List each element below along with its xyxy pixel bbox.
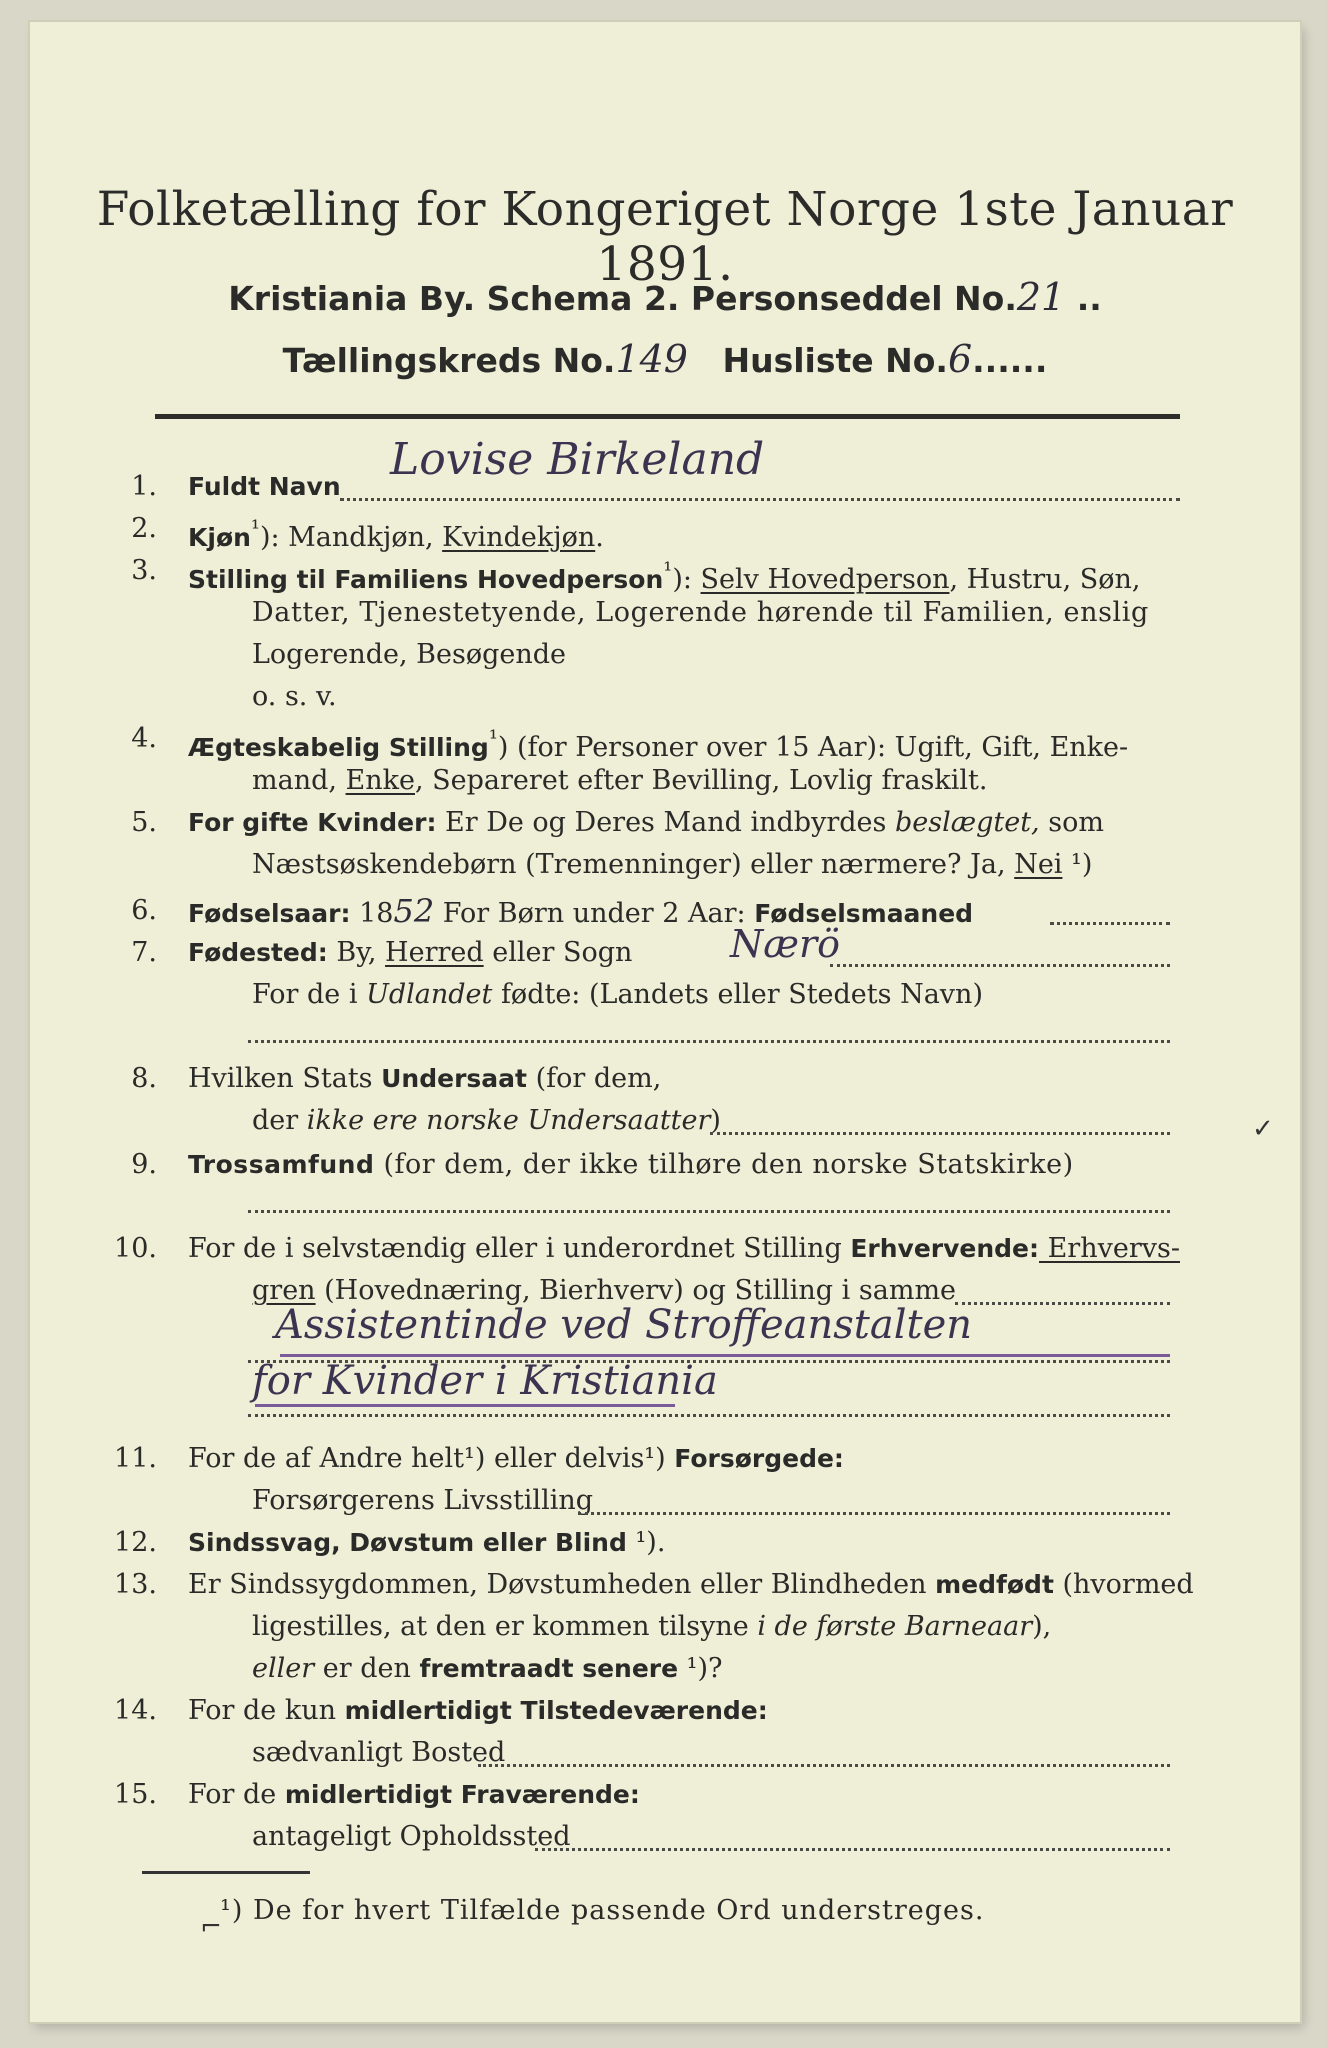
item-number: 11.: [114, 1443, 157, 1474]
taellingskreds-label: Tællingskreds No.: [282, 341, 616, 380]
item-number: 3.: [131, 555, 157, 586]
text: Logerende, Besøgende: [252, 639, 566, 670]
question-11-text: [188, 1442, 844, 1476]
text: Er De og Deres Mand indbyrdes: [436, 807, 895, 838]
header-line-1-text: Kristiania By. Schema 2. Personseddel No.: [228, 279, 1017, 318]
text: Er Sindssygdommen, Døvstumheden eller Blindheden: [188, 1569, 936, 1600]
birth-year-label: Fødselsaar:: [188, 899, 351, 928]
item-number: 5.: [131, 807, 157, 838]
text: eller: [252, 1653, 315, 1684]
answer-line: [248, 1210, 1170, 1213]
occupation-answer-line-1: Assistentinde ved Stroffeanstalten: [275, 1302, 973, 1348]
question-3-text: [188, 554, 1140, 597]
question-2-text: [188, 512, 604, 555]
item-number: 6.: [131, 895, 157, 926]
text: Datter, Tjenestetyende, Logerende hørende til Familien, enslig: [252, 597, 1149, 628]
text: ligestilles, at den er kommen tilsyne: [252, 1611, 758, 1642]
full-name-answer: Lovise Birkeland: [390, 434, 765, 485]
question-5-line-2-text: [252, 848, 1092, 882]
text: ikke ere norske Undersaatter: [306, 1105, 711, 1136]
congenital-label: medfødt: [935, 1570, 1054, 1599]
husliste-number: 6: [947, 337, 973, 381]
text: (for dem, der ikke tilhøre den norske Statskirke): [374, 1149, 1074, 1180]
text: ¹).: [626, 1527, 666, 1558]
text: beslægtet,: [894, 807, 1040, 838]
text: ),: [1032, 1611, 1052, 1642]
birthplace-answer: Nærö: [730, 922, 841, 966]
answer-line: [478, 1764, 1170, 1767]
question-7-text: [188, 936, 632, 970]
birthplace-label: Fødested:: [188, 938, 328, 967]
item-number: 10.: [114, 1233, 157, 1264]
supported-label: Forsørgede:: [674, 1444, 844, 1473]
question-13-line-2-text: [252, 1610, 1051, 1644]
header-rule: [155, 414, 1180, 419]
text: ):: [672, 564, 701, 595]
text: antageligt Opholdssted: [252, 1821, 571, 1852]
header-line-1: [30, 275, 1300, 319]
text: Erhvervs-: [1039, 1233, 1180, 1264]
text: er den: [314, 1653, 420, 1684]
dots: ......: [972, 341, 1048, 380]
text: fødte: (Landets eller Stedets Navn): [492, 979, 983, 1010]
item-number: 7.: [131, 937, 157, 968]
footnote-ref: ¹: [250, 516, 260, 542]
text: som: [1039, 807, 1104, 838]
disability-label: Sindssvag, Døvstum eller Blind: [188, 1528, 627, 1557]
item-number: 13.: [114, 1569, 157, 1600]
birth-month-label: Fødselsmaaned: [754, 899, 974, 928]
married-women-label: For gifte Kvinder:: [188, 808, 437, 837]
marital-status-label: Ægteskabelig Stilling: [188, 733, 489, 762]
text: (for dem,: [526, 1063, 662, 1094]
answer-line: [578, 1512, 1170, 1515]
sex-answer-underlined: Kvindekjøn: [442, 522, 596, 553]
text: ¹)?: [678, 1653, 723, 1684]
text: 18: [350, 898, 394, 929]
religion-label: Trossamfund: [188, 1150, 375, 1179]
kinship-answer-underlined: Nei: [1014, 849, 1063, 880]
question-15-text: [188, 1778, 640, 1812]
question-7-line-2-text: [252, 978, 983, 1012]
temporarily-absent-label: midlertidigt Fraværende:: [284, 1780, 640, 1809]
item-number: 15.: [114, 1779, 157, 1810]
purple-underline: [255, 1404, 675, 1407]
footnote: ¹) De for hvert Tilfælde passende Ord understreges.: [220, 1895, 985, 1926]
answer-line: [955, 1302, 1170, 1305]
purple-underline: [280, 1354, 1170, 1357]
text: der: [252, 1105, 307, 1136]
pencil-tick-mark: ⌐: [200, 1912, 222, 1942]
question-14-text: [188, 1694, 768, 1728]
answer-line: [248, 1414, 1170, 1417]
answer-line: [830, 964, 1170, 967]
text: For de: [188, 1779, 285, 1810]
text: , Hustru, Søn,: [949, 564, 1141, 595]
footnote-rule: [142, 1871, 310, 1874]
acquired-later-label: fremtraadt senere: [419, 1654, 679, 1683]
text: Forsørgerens Livsstilling: [252, 1485, 594, 1516]
text: Hvilken Stats: [188, 1063, 382, 1094]
text: For Børn under 2 Aar:: [434, 898, 755, 929]
question-9-text: [188, 1148, 1074, 1182]
marital-answer-underlined: Enke: [345, 765, 415, 796]
birthplace-type-underlined: Herred: [385, 937, 484, 968]
question-4-line-2-text: [252, 764, 987, 798]
item-number: 14.: [114, 1695, 157, 1726]
family-position-answer-underlined: Selv Hovedperson: [700, 564, 950, 595]
item-number: 9.: [131, 1149, 157, 1180]
answer-line: [248, 1040, 1170, 1043]
full-name-label: Fuldt Navn: [188, 472, 341, 501]
census-form-sheet: [30, 22, 1300, 2022]
text: ) (for Personer over 15 Aar): Ugift, Gift, Enke-: [497, 732, 1129, 763]
answer-line: [710, 1132, 1170, 1135]
husliste-label: Husliste No.: [722, 341, 948, 380]
text: mand,: [252, 765, 346, 796]
item-number: 1.: [131, 471, 157, 502]
text: For de i selvstændig eller i underordnet Stilling: [188, 1233, 851, 1264]
family-position-label: Stilling til Familiens Hovedperson: [188, 565, 664, 594]
answer-line: [1050, 922, 1170, 925]
text: By,: [327, 937, 386, 968]
form-title: Folketælling for Kongeriget Norge 1ste Januar 1891.: [96, 182, 1234, 292]
pencil-tick-mark: ✓: [1252, 1114, 1274, 1144]
text: For de i: [252, 979, 367, 1010]
text: ): Mandkjøn,: [259, 522, 443, 553]
question-13-text: [188, 1568, 1194, 1602]
footnote-ref: ¹: [488, 726, 498, 752]
item-number: 2.: [131, 513, 157, 544]
nationality-label: Undersaat: [381, 1064, 527, 1093]
occupation-label: Erhvervende:: [850, 1234, 1040, 1263]
question-6-text: [188, 894, 973, 931]
occupation-answer-line-2: for Kvinder i Kristiania: [252, 1358, 718, 1404]
text: gren: [252, 1275, 316, 1306]
question-8-text: [188, 1062, 661, 1096]
footnote-ref: ¹: [663, 558, 673, 584]
text: For de af Andre helt¹) eller delvis¹): [188, 1443, 675, 1474]
birth-year-answer: 52: [393, 892, 435, 930]
text: (Hovednæring, Bierhverv) og Stilling i samme: [315, 1275, 957, 1306]
text: sædvanligt Bosted: [252, 1737, 506, 1768]
question-13-line-3-text: [252, 1652, 723, 1686]
item-number: 12.: [114, 1527, 157, 1558]
header-line-2: [30, 337, 1300, 381]
item-number: 8.: [131, 1063, 157, 1094]
answer-line: [535, 1848, 1170, 1851]
answer-line: [340, 498, 1180, 501]
question-8-line-2-text: [252, 1104, 721, 1138]
text: .: [595, 522, 604, 553]
temporarily-present-label: midlertidigt Tilstedeværende:: [344, 1696, 768, 1725]
dots: ..: [1065, 279, 1102, 318]
text: (hvormed: [1053, 1569, 1194, 1600]
text: Udlandet: [366, 979, 493, 1010]
question-5-text: [188, 806, 1104, 840]
item-number: 4.: [131, 723, 157, 754]
text: o. s. v.: [252, 681, 337, 712]
text: Næstsøskendebørn (Tremenninger) eller nærmere? Ja,: [252, 849, 1015, 880]
question-4-text: [188, 722, 1128, 765]
taellingskreds-number: 149: [615, 337, 688, 381]
personseddel-number: 21: [1016, 275, 1066, 319]
sex-label: Kjøn: [188, 523, 251, 552]
text: , Separeret efter Bevilling, Lovlig fraskilt.: [415, 765, 988, 796]
text: eller Sogn: [483, 937, 633, 968]
question-12-text: [188, 1526, 665, 1560]
question-10-text: [188, 1232, 1180, 1266]
text: ): [710, 1105, 721, 1136]
text: ¹): [1062, 849, 1093, 880]
text: i de første Barneaar: [757, 1611, 1033, 1642]
text: For de kun: [188, 1695, 345, 1726]
